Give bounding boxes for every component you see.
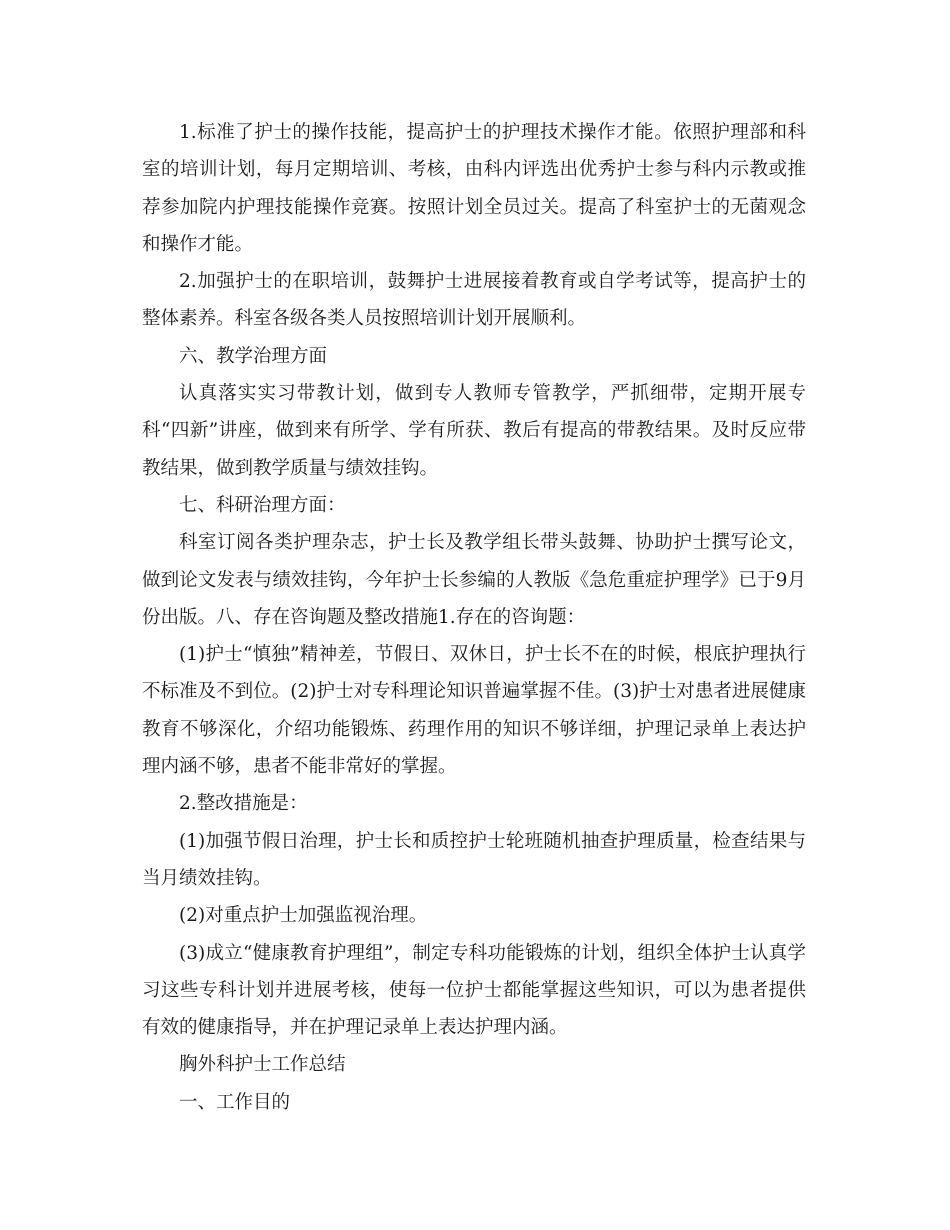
paragraph-5: (1)护士“慎独”精神差，节假日、双休日，护士长不在的时候，根底护理执行不标准及不到位。(2)护士对专科理论知识普遍掌握不佳。(3)护士对患者进展健康教育不够深化，介绍功能锻炼、药理作用的知识不够详细，护理记录单上表达护理内涵不够，患者不能非常好的掌握。 [142, 644, 806, 778]
document-title: 胸外科护士工作总结 [179, 1054, 346, 1076]
paragraph-7: (1)加强节假日治理，护士长和质控护士轮班随机抽查护理质量，检查结果与当月绩效挂钩。 [142, 830, 806, 889]
paragraph-6: 2.整改措施是： [179, 793, 308, 815]
paragraph-2: 2.加强护士的在职培训，鼓舞护士进展接着教育或自学考试等，提高护士的整体素养。科室各级各类人员按照培训计划开展顺利。 [142, 271, 806, 330]
paragraph-9: (3)成立“健康教育护理组”，制定专科功能锻炼的计划，组织全体护士认真学习这些专科计划并进展考核，使每一位护士都能掌握这些知识，可以为患者提供有效的健康指导，并在护理记录单上表达护理内涵。 [142, 942, 806, 1039]
paragraph-3: 认真落实实习带教计划，做到专人教师专管教学，严抓细带，定期开展专科“四新”讲座，做到来有所学、学有所获、教后有提高的带教结果。及时反应带教结果，做到教学质量与绩效挂钩。 [142, 383, 806, 479]
paragraph-4: 科室订阅各类护理杂志，护士长及教学组长带头鼓舞、协助护士撰写论文，做到论文发表与绩效挂钩，今年护士长参编的人教版《急危重症护理学》已于9月份出版。八、存在咨询题及整改措施1.存在的咨询题： [142, 532, 806, 628]
section-heading-6: 六、教学治理方面 [179, 345, 328, 367]
paragraph-1: 1.标准了护士的操作技能，提高护士的护理技术操作才能。依照护理部和科室的培训计划，每月定期培训、考核，由科内评选出优秀护士参与科内示教或推荐参加院内护理技能操作竞赛。按照计划全员过关。提高了科室护士的无菌观念和操作才能。 [142, 122, 806, 255]
paragraph-8: (2)对重点护士加强监视治理。 [179, 905, 428, 927]
section-heading-1: 一、工作目的 [179, 1091, 291, 1113]
document-body [142, 114, 806, 1121]
section-heading-7: 七、科研治理方面： [179, 494, 346, 516]
